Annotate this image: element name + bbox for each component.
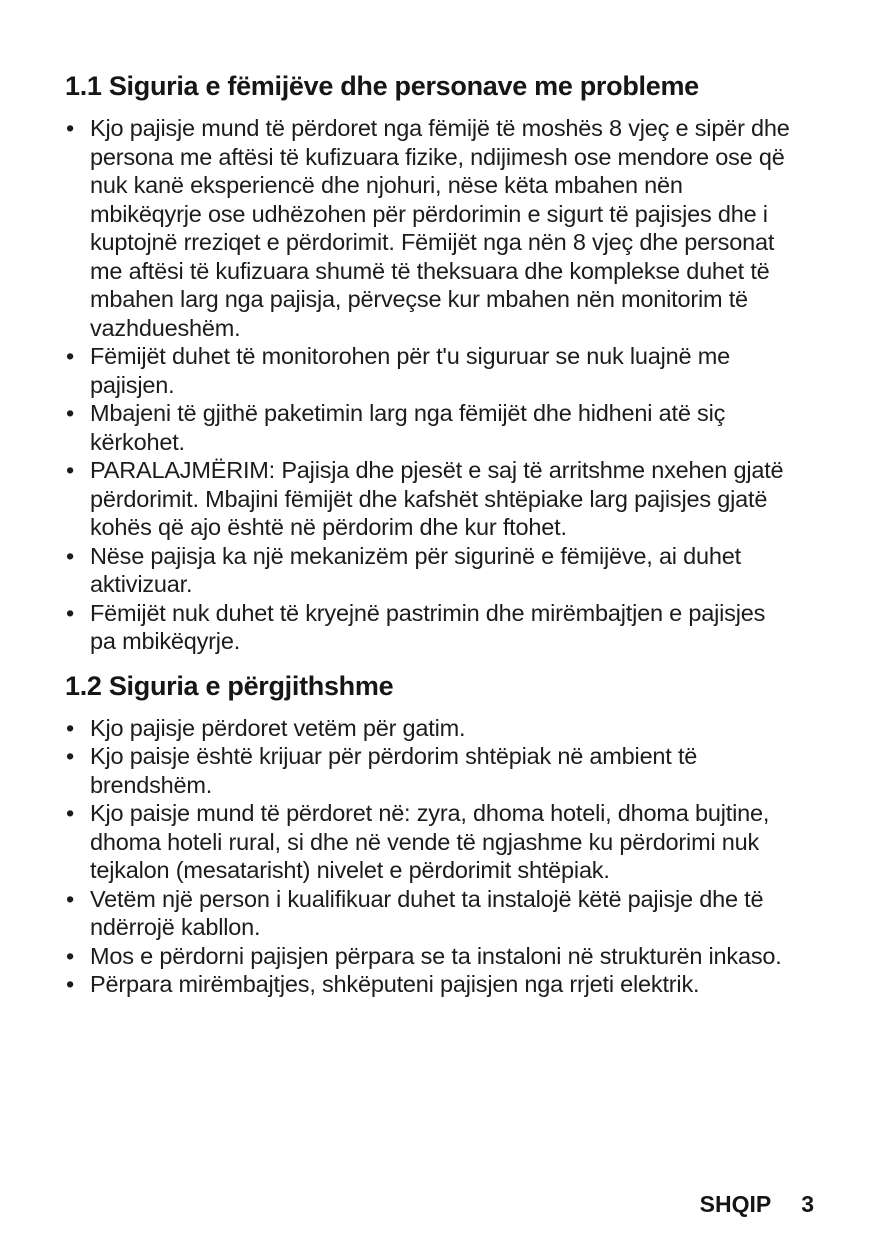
footer-page-number: 3 (801, 1191, 814, 1217)
bullet-list-1-2 (65, 714, 792, 999)
list-item: • Vetëm një person i kualifikuar duhet ta instalojë këtë pajisje dhe të ndërrojë kabllon. (65, 885, 792, 942)
list-item: • Mbajeni të gjithë paketimin larg nga fëmijët dhe hidheni atë siç kërkohet. (65, 399, 792, 456)
list-item: • Fëmijët duhet të monitorohen për t'u siguruar se nuk luajnë me pajisjen. (65, 342, 792, 399)
section-general-safety (65, 670, 816, 999)
list-item: • Mos e përdorni pajisjen përpara se ta instaloni në strukturën inkaso. (65, 942, 792, 971)
list-item: • Fëmijët nuk duhet të kryejnë pastrimin dhe mirëmbajtjen e pajisjes pa mbikëqyrje. (65, 599, 792, 656)
section-heading-1-1: 1.1 Siguria e fëmijëve dhe personave me probleme (65, 71, 699, 101)
list-item: • PARALAJMËRIM: Pajisja dhe pjesët e saj të arritshme nxehen gjatë përdorimit. Mbajini fëmijët dhe kafshët shtëpiake larg pajisjes gjatë kohës që ajo është në përdorim dhe kur ftohet. (65, 456, 792, 542)
page-footer (700, 1191, 814, 1218)
section-child-safety (65, 70, 816, 656)
bullet-list-1-1 (65, 114, 792, 656)
footer-language-label: SHQIP (699, 1191, 772, 1217)
list-item: • Përpara mirëmbajtjes, shkëputeni pajisjen nga rrjeti elektrik. (65, 970, 792, 999)
list-item: • Kjo paisje mund të përdoret në: zyra, dhoma hoteli, dhoma bujtine, dhoma hoteli rural, si dhe në vende të ngjashme ku përdorimi nuk tejkalon (mesatarisht) nivelet e përdorimit shtëpiak. (65, 799, 792, 885)
list-item: • Kjo pajisje përdoret vetëm për gatim. (65, 714, 792, 743)
list-item: • Nëse pajisja ka një mekanizëm për sigurinë e fëmijëve, ai duhet aktivizuar. (65, 542, 792, 599)
list-item: • Kjo paisje është krijuar për përdorim shtëpiak në ambient të brendshëm. (65, 742, 792, 799)
list-item: • Kjo pajisje mund të përdoret nga fëmijë të moshës 8 vjeç e sipër dhe persona me aftësi të kufizuara fizike, ndijimesh ose mendore ose që nuk kanë eksperiencë dhe njohuri, nëse këta mbahen nën mbikëqyrje ose udhëzohen për përdorimin e sigurt të pajisjes dhe i kuptojnë rreziqet e përdorimit. Fëmijët nga nën 8 vjeç dhe personat me aftësi të kufizuara shumë të theksuara dhe komplekse duhet të mbahen larg nga pajisja, përveçse kur mbahen nën monitorim të vazhdueshëm. (65, 114, 792, 342)
section-heading-1-2: 1.2 Siguria e përgjithshme (65, 670, 394, 701)
